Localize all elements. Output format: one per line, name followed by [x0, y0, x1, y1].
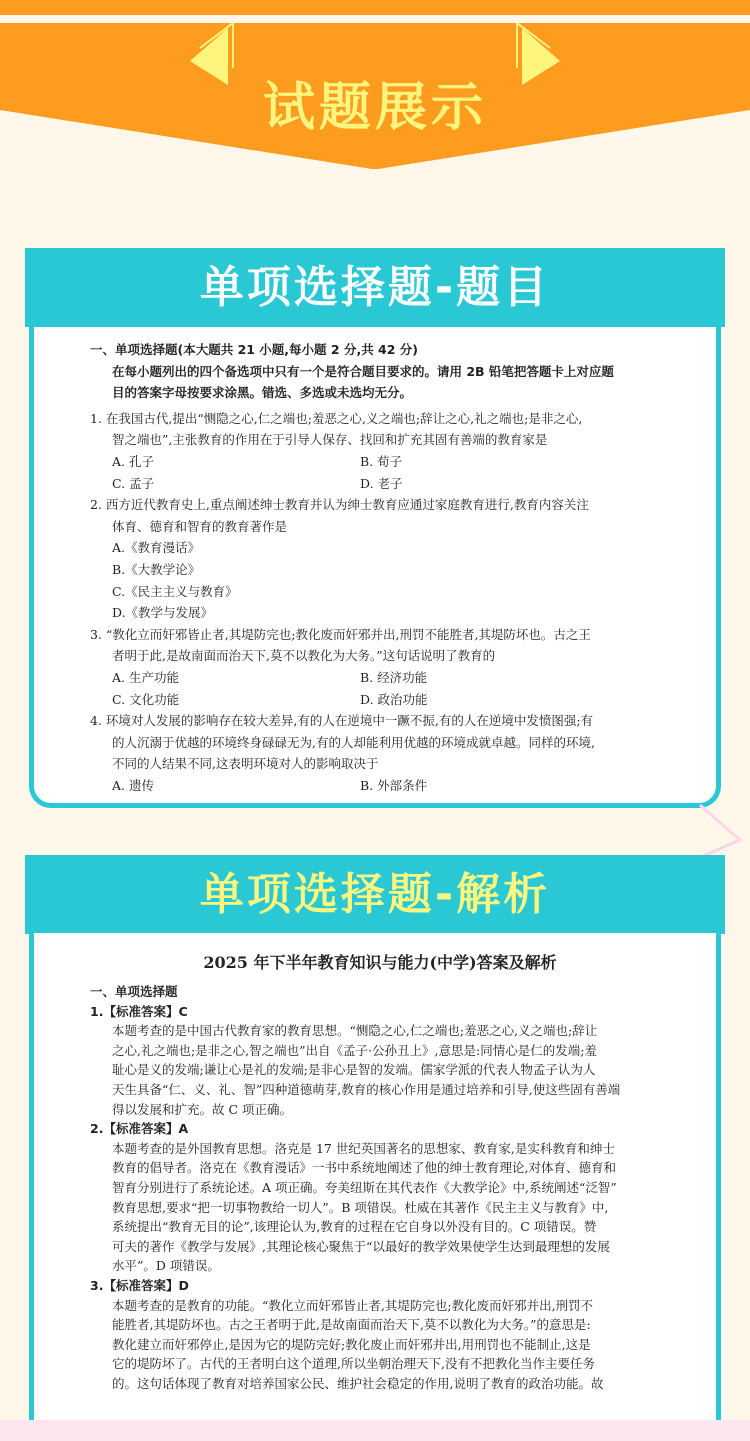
- doc-title: 2025 年下半年教育知识与能力(中学)答案及解析: [203, 953, 557, 972]
- answer-2-text: 本题考查的是外国教育思想。洛克是 17 世纪英国著名的思想家、教育家,是实科教育和绅士: [112, 1140, 615, 1156]
- answer-2-text: 可夫的著作《教学与发展》,其理论核心聚焦于“以最好的教学效果使学生达到最理想的发展: [112, 1238, 610, 1254]
- option-b: B. 经济功能: [360, 669, 428, 685]
- section-heading: 一、单项选择题(本大题共 21 小题,每小题 2 分,共 42 分): [90, 342, 419, 357]
- option-a: A. 遗传: [112, 777, 154, 793]
- question-1-cont: 智之端也”,主张教育的作用在于引导人保存、找回和扩充其固有善端的教育家是: [112, 432, 548, 448]
- option-b: B.《大教学论》: [112, 561, 201, 577]
- answer-1-text: 之心,礼之端也;是非之心,智之端也”出自《孟子·公孙丑上》,意思是:同情心是仁的发端;羞: [112, 1042, 597, 1058]
- instruction-line: 目的答案字母按要求涂黑。错选、多选或未选均无分。: [112, 385, 413, 401]
- option-c: C. 孟子: [112, 475, 155, 491]
- question-3: 3. “教化立而奸邪皆止者,其堤防完也;教化废而奸邪并出,刑罚不能胜者,其堤防坏也。古之王: [90, 626, 591, 642]
- option-a: A.《教育漫话》: [112, 540, 201, 556]
- top-stripe: [0, 0, 750, 15]
- answers-content: [90, 948, 670, 1393]
- q1-options: [90, 451, 670, 473]
- bottom-band: [0, 1420, 750, 1441]
- option-a: A. 孔子: [112, 453, 154, 469]
- answer-1-text: 得以发展和扩充。故 C 项正确。: [112, 1101, 293, 1117]
- question-4-cont: 的人沉溺于优越的环境终身碌碌无为,有的人却能利用优越的环境成就卓越。同样的环境,: [112, 734, 595, 750]
- option-c: C. 文化功能: [112, 691, 180, 707]
- answer-1-text: 天生具备“仁、义、礼、智”四种道德萌芽,教育的核心作用是通过培养和引导,使这些固有善端: [112, 1081, 621, 1097]
- answer-2-text: 教育思想,要求“把一切事物教给一切人”。B 项错误。杜威在其著作《民主主义与教育》中,: [112, 1199, 609, 1215]
- option-b: B. 荀子: [360, 453, 403, 469]
- question-1: 1. 在我国古代,提出“恻隐之心,仁之端也;羞恶之心,义之端也;辞让之心,礼之端也;是非之心,: [90, 410, 583, 426]
- answer-3-text: 它的堤防坏了。古代的王者明白这个道理,所以坐朝治理天下,没有不把教化当作主要任务: [112, 1356, 595, 1372]
- option-a: A. 生产功能: [112, 669, 179, 685]
- option-c: C.《民主主义与教育》: [112, 583, 238, 599]
- question-2-cont: 体育、德育和智育的教育著作是: [112, 518, 288, 534]
- answer-3-text: 教化建立而奸邪停止,是因为它的堤防完好;教化废止而奸邪并出,用刑罚也不能制止,这是: [112, 1336, 591, 1352]
- answer-2-text: 系统提出“教育无目的论”,该理论认为,教育的过程在它自身以外没有目的。C 项错误。赞: [112, 1219, 597, 1235]
- answer-3-label: 3.【标准答案】D: [90, 1277, 189, 1293]
- q3-options: [90, 689, 670, 711]
- answer-2-text: 水平”。D 项错误。: [112, 1258, 220, 1274]
- banner-title: 试题展示: [262, 78, 487, 138]
- answer-2-label: 2.【标准答案】A: [90, 1121, 189, 1137]
- option-d: D. 政治功能: [360, 691, 428, 707]
- questions-content: [90, 339, 670, 796]
- answer-3-text: 能胜者,其堤防坏也。古之王者明于此,是故南面而治天下,莫不以教化为大务。”的意思是:: [112, 1317, 591, 1333]
- answer-1-text: 本题考查的是中国古代教育家的教育思想。“恻隐之心,仁之端也;羞恶之心,义之端也;辞让: [112, 1023, 598, 1039]
- question-3-cont: 者明于此,是故南面而治天下,莫不以教化为大务。”这句话说明了教育的: [112, 648, 496, 664]
- option-d: D.《教学与发展》: [112, 605, 214, 621]
- answer-2-text: 教育的倡导者。洛克在《教育漫话》一书中系统地阐述了他的绅士教育理论,对体育、德育和: [112, 1160, 616, 1176]
- q1-options: [90, 473, 670, 495]
- answer-1-label: 1.【标准答案】C: [90, 1003, 188, 1019]
- q4-options: [90, 775, 670, 797]
- part-heading: 一、单项选择题: [90, 984, 178, 999]
- question-4: 4. 环境对人发展的影响存在较大差异,有的人在逆境中一蹶不振,有的人在逆境中发愤图强;有: [90, 713, 594, 729]
- answers-header: 单项选择题-解析: [25, 855, 725, 934]
- option-d: D. 老子: [360, 475, 403, 491]
- question-4-cont: 不同的人结果不同,这表明环境对人的影响取决于: [112, 756, 379, 772]
- option-b: B. 外部条件: [360, 777, 428, 793]
- answer-1-text: 耻心是义的发端;谦让心是礼的发端;是非心是智的发端。儒家学派的代表人物孟子认为人: [112, 1062, 596, 1078]
- question-2: 2. 西方近代教育史上,重点阐述绅士教育并认为绅士教育应通过家庭教育进行,教育内容关注: [90, 497, 589, 513]
- instruction-line: 在每小题列出的四个备选项中只有一个是符合题目要求的。请用 2B 铅笔把答题卡上对应题: [112, 363, 614, 379]
- q3-options: [90, 667, 670, 689]
- answer-3-text: 的。这句话体现了教育对培养国家公民、维护社会稳定的作用,说明了教育的政治功能。故: [112, 1375, 604, 1391]
- banner: [0, 23, 750, 169]
- answer-3-text: 本题考查的是教育的功能。“教化立而奸邪皆止者,其堤防完也;教化废而奸邪并出,刑罚不: [112, 1297, 594, 1313]
- answer-2-text: 智育分别进行了系统论述。A 项正确。夸美纽斯在其代表作《大教学论》中,系统阐述“泛智”: [112, 1179, 617, 1195]
- questions-header: 单项选择题-题目: [25, 248, 725, 327]
